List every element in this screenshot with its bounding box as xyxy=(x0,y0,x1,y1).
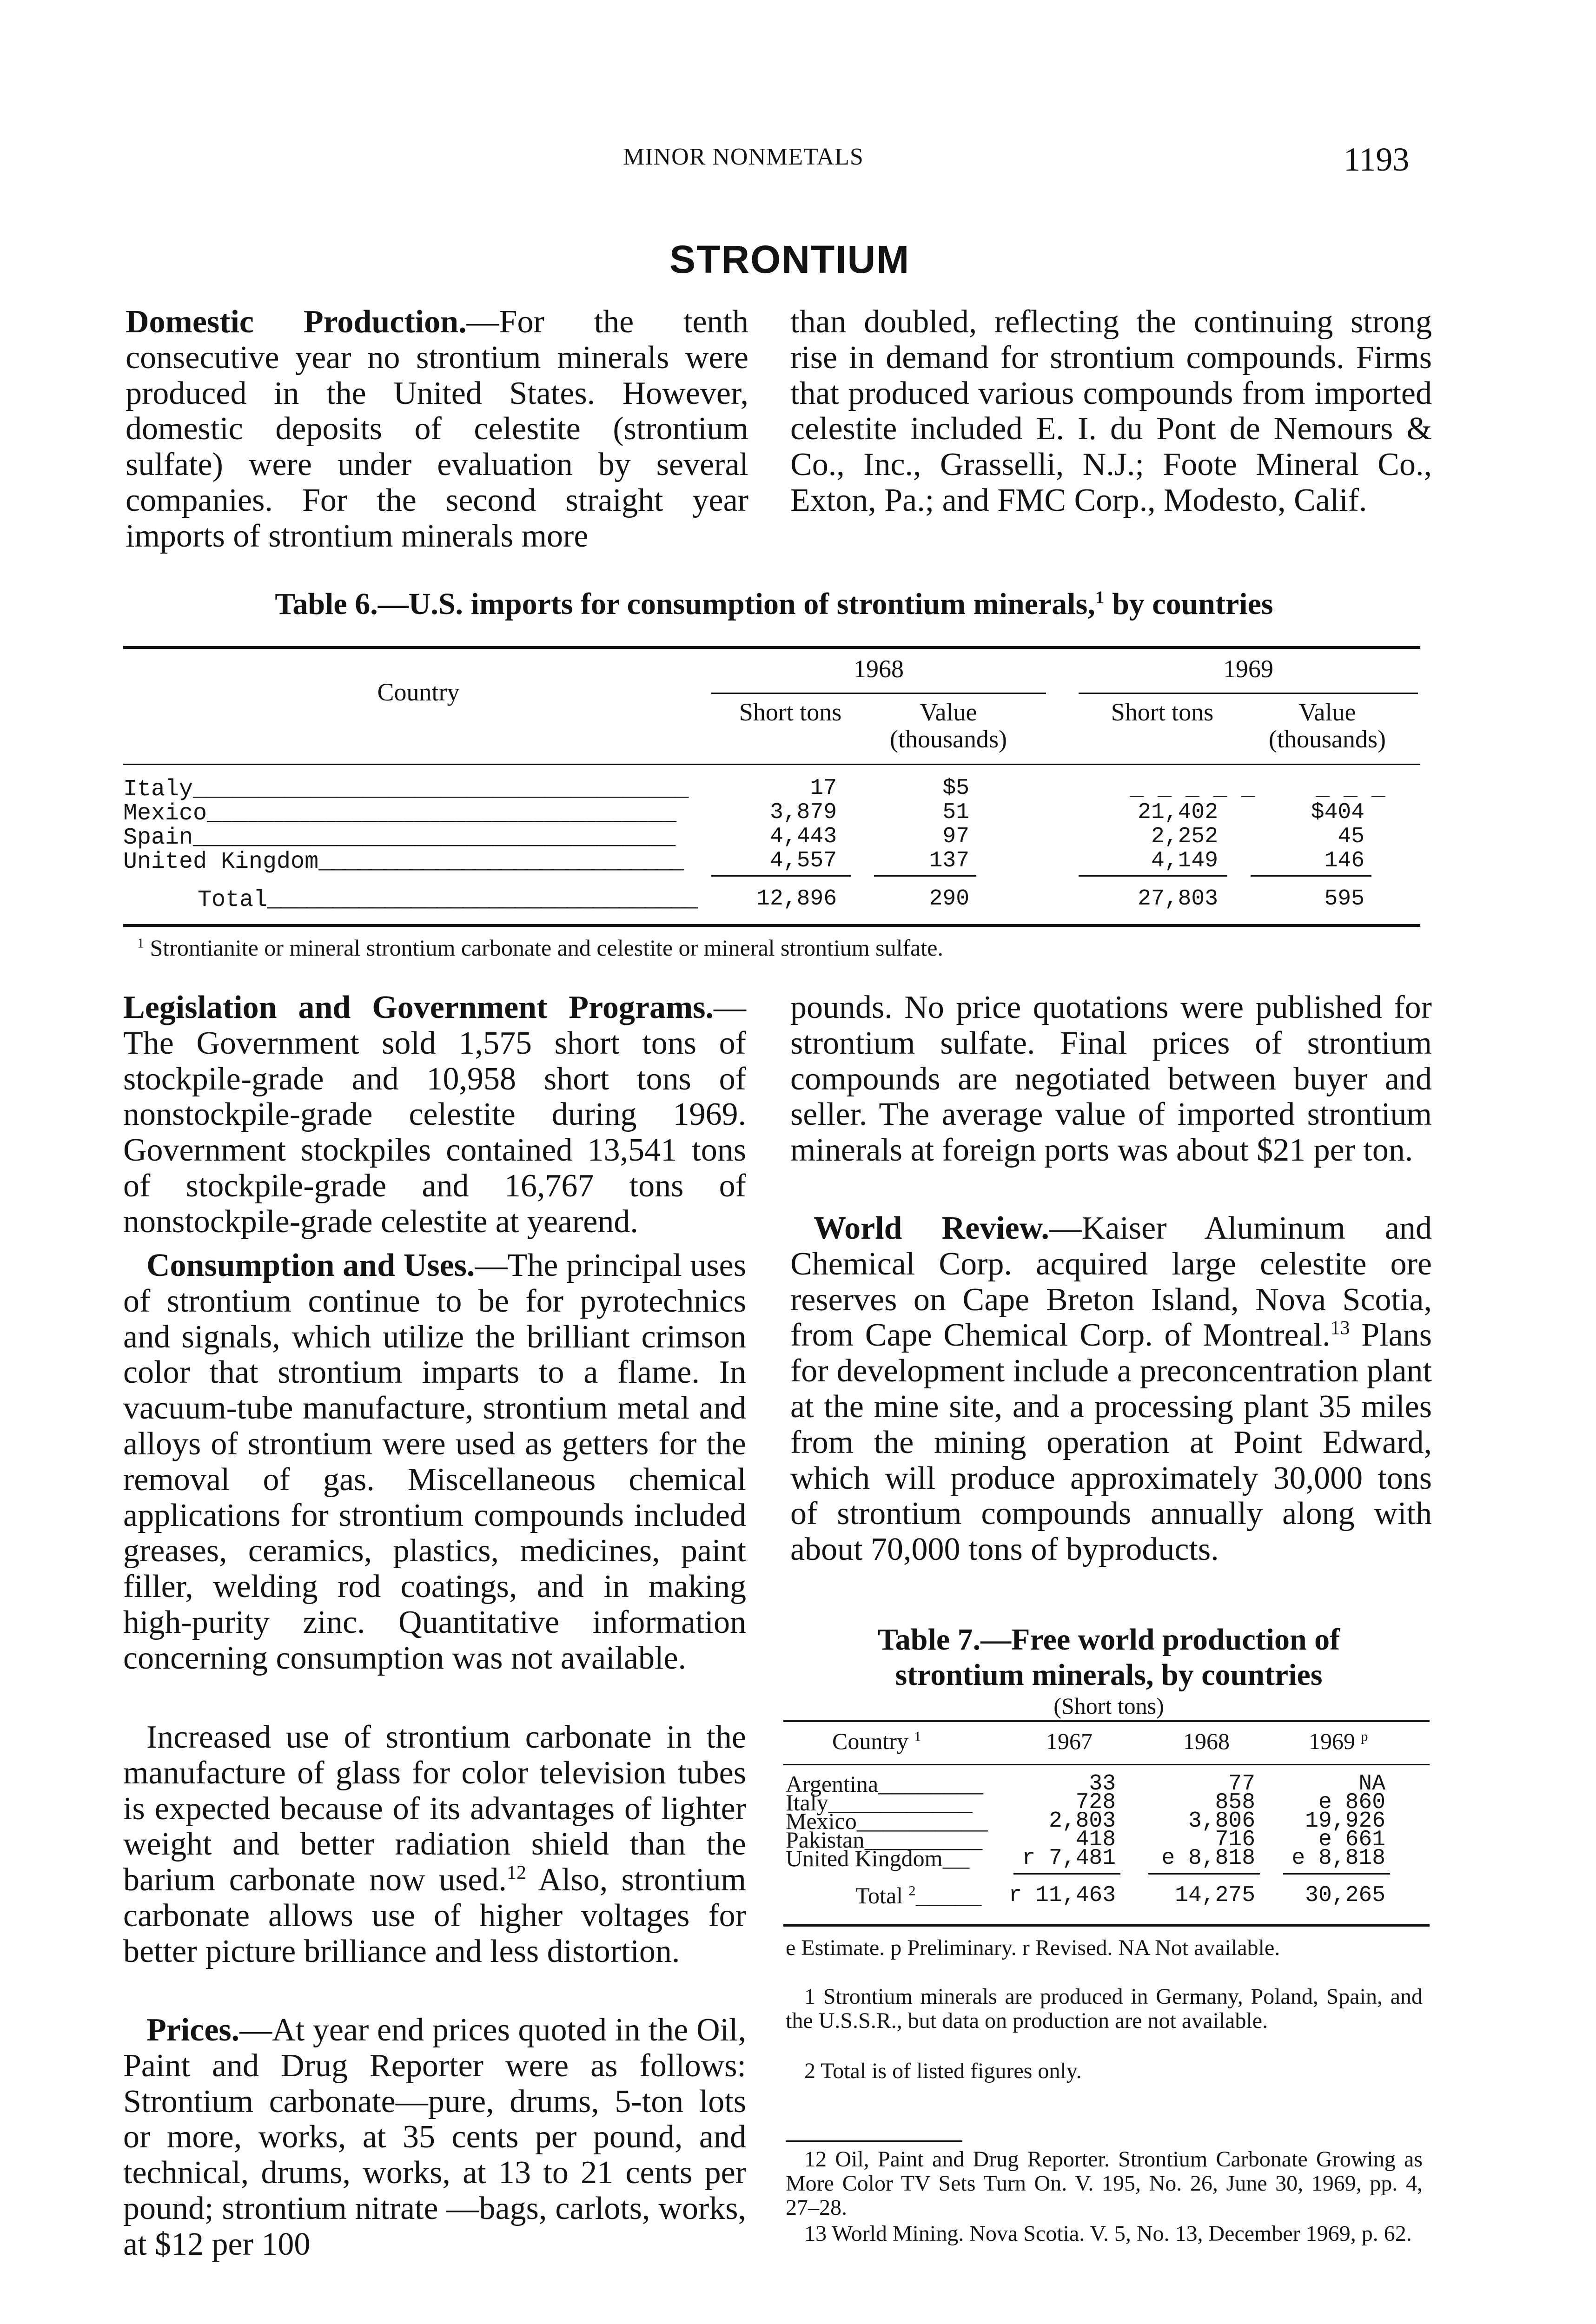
table6-value-1969: Value (thousands) xyxy=(1269,698,1386,753)
consumption-heading: Consumption and Uses. xyxy=(146,1248,475,1283)
table6-total-cell: 595 xyxy=(1324,886,1364,911)
table7-cell: 418 xyxy=(1075,1827,1116,1852)
domestic-production-heading: Domestic Production. xyxy=(126,304,467,340)
world-review-text-b: Plans for development include a preconcentration plant at the mine site, and a processing plant 35 miles from the mining operation at Point Edward, which will produce approximately 30,000 tons of strontium compounds annually along with about 70,000 tons of byproducts. xyxy=(790,1317,1432,1568)
table7-year-sup: p xyxy=(1361,1729,1368,1744)
prices-heading: Prices. xyxy=(146,2012,240,2048)
footnote-13: 13 World Mining. Nova Scotia. V. 5, No. 13, December 1969, p. 62. xyxy=(804,2221,1412,2246)
table6-row-country: Spain xyxy=(123,825,193,851)
table7-cell: 728 xyxy=(1075,1790,1116,1815)
table7-total-cell: 30,265 xyxy=(1305,1883,1385,1908)
table6-total-cell: 27,803 xyxy=(1138,886,1218,911)
table6-cell: 3,879 xyxy=(769,800,837,825)
table6-cell: $404 xyxy=(1311,800,1364,825)
table7-year-header xyxy=(1309,1728,1368,1754)
table7-bottom-rule xyxy=(783,1924,1430,1927)
table7-sum-rule xyxy=(1148,1873,1260,1875)
table7-cell: r 7,481 xyxy=(1022,1846,1116,1871)
table6-empty-cell: _ _ _ _ _ xyxy=(1130,775,1256,802)
table6-cell: 137 xyxy=(929,848,969,873)
footnote-separator xyxy=(786,2140,962,2142)
table7-cell: e 661 xyxy=(1318,1827,1385,1852)
table7-year-1969: 1969 xyxy=(1309,1728,1355,1754)
table6-short-tons-1969: Short tons xyxy=(1111,698,1214,726)
table7-country-sup: 1 xyxy=(914,1729,921,1744)
table7-cell: 858 xyxy=(1215,1790,1255,1815)
table6-cell: 146 xyxy=(1324,848,1364,873)
legislation-heading: Legislation and Government Programs. xyxy=(123,990,714,1025)
table6-country-header: Country xyxy=(377,678,460,706)
table6-empty-cell: _ _ _ xyxy=(1316,775,1386,802)
table7-total-cell: 14,275 xyxy=(1175,1883,1255,1908)
consumption-text: —The principal uses of strontium continue to be for pyrotechnics and signals, which utilize the brilliant crimson color that strontium imparts to a flame. In vacuum-tube manufacture, strontium metal and alloys of strontium were used as getters for the removal of gas. Miscellaneous chemical applications for strontium compounds included greases, ceramics, plastics, medicines, paint filler, welding rod coatings, and in making high-purity zinc. Quantitative information concerning consumption was not available. xyxy=(123,1248,746,1676)
running-head-title: MINOR NONMETALS xyxy=(623,144,864,170)
footnote-12: 12 Oil, Paint and Drug Reporter. Strontium Carbonate Growing as More Color TV Sets Turn On. V. 195, No. 26, June 30, 1969, pp. 4, 27–28. xyxy=(786,2147,1423,2220)
table6-footnote-mark: 1 xyxy=(137,935,144,951)
table6-cell: 51 xyxy=(942,800,969,825)
table7-total-sup: 2 xyxy=(908,1883,916,1899)
table7-country-name: Argentina xyxy=(786,1771,879,1797)
table6-cell: $5 xyxy=(942,776,969,801)
table7-footnote-2: 2 Total is of listed figures only. xyxy=(804,2059,1082,2083)
increased-text-b: Also, strontium carbonate allows use of higher voltages for better picture brilliance and less distortion. xyxy=(123,1862,746,1969)
table6-caption-tail: by countries xyxy=(1104,587,1273,621)
table7-year-header: 1967 xyxy=(1046,1728,1093,1754)
table7-total-label: Total xyxy=(855,1882,903,1908)
table6-caption-sup: 1 xyxy=(1095,587,1105,607)
table7-row-country: United Kingdom__ xyxy=(786,1845,969,1874)
table7-country-name: Italy xyxy=(786,1789,828,1816)
table7-sum-rule xyxy=(1013,1873,1120,1875)
table6-total-cell: 290 xyxy=(929,886,969,911)
table7-year-header: 1968 xyxy=(1183,1728,1230,1754)
prices-continued-paragraph: pounds. No price quotations were published for strontium sulfate. Final prices of strontium compounds are negotiated between buyer and seller. The average value of imported strontium minerals at foreign ports was about $21 per ton. xyxy=(790,990,1432,1169)
table6-cell: 17 xyxy=(810,776,837,801)
world-review-heading: World Review. xyxy=(814,1210,1049,1246)
table7-cell: e 8,818 xyxy=(1291,1846,1385,1871)
table7-country-name: Mexico xyxy=(786,1808,857,1834)
table6-row-country: Italy xyxy=(123,776,193,803)
table-row: Mexico____________________________________ xyxy=(123,800,676,827)
table7-sum-rule xyxy=(1283,1873,1390,1875)
table6-total-label: Total xyxy=(198,887,268,913)
footnote-ref-13: 13 xyxy=(1330,1318,1350,1340)
table7-total-row: Total $^2$_____ xyxy=(855,1882,981,1911)
table6-short-tons-1968: Short tons xyxy=(739,698,842,726)
table-row: Italy______________________________________ xyxy=(123,776,688,803)
table7-country-header-text: Country xyxy=(832,1728,908,1754)
table-row: Spain_____________________________________ xyxy=(123,825,675,851)
table6-total-cell: 12,896 xyxy=(756,886,837,911)
table7-total-cell: r 11,463 xyxy=(1008,1883,1116,1908)
intro-right-paragraph: than doubled, reflecting the continuing strong rise in demand for strontium compounds. Firms that produced various compounds from imported celestite included E. I. du Pont de Nemours & Co., Inc., Grasselli, N.J.; Foote Mineral Co., Exton, Pa.; and FMC Corp., Modesto, Calif. xyxy=(790,304,1432,518)
table7-cell: 77 xyxy=(1228,1771,1255,1796)
table6-total-row: Total_________________________________ xyxy=(198,887,697,913)
intro-left-text: —For the tenth consecutive year no strontium minerals were produced in the United States. However, domestic deposits of celestite (strontium sulfate) were under evaluation by several companies. For the second straight year imports of strontium minerals more xyxy=(126,304,748,554)
table7-top-rule xyxy=(783,1720,1430,1722)
table6-value-1968: Value (thousands) xyxy=(890,698,1007,753)
table7-footnote-1: 1 Strontium minerals are produced in Germany, Poland, Spain, and the U.S.S.R., but data on production are not available. xyxy=(786,1984,1423,2033)
table7-cell: 19,926 xyxy=(1305,1809,1385,1834)
table7-header-rule xyxy=(783,1764,1430,1765)
table7-row-country: Argentina________ xyxy=(786,1771,983,1799)
table7-country-name: United Kingdom xyxy=(786,1845,943,1871)
table7-caption-line2: strontium minerals, by countries xyxy=(895,1658,1323,1692)
table7-cell: 3,806 xyxy=(1188,1809,1255,1834)
table7-row-country: Italy___________ xyxy=(786,1789,972,1818)
table6-cell: 21,402 xyxy=(1138,800,1218,825)
table6-footnote-text: Strontianite or mineral strontium carbonate and celestite or mineral strontium sulfate. xyxy=(150,935,943,961)
table7-cell: 2,803 xyxy=(1048,1809,1116,1834)
section-title: STRONTIUM xyxy=(669,238,910,281)
table7-cell: 716 xyxy=(1215,1827,1255,1852)
table7-cell: 33 xyxy=(1089,1771,1116,1796)
table7-country-header xyxy=(832,1728,921,1754)
table6-cell: 4,149 xyxy=(1151,848,1218,873)
table7-cell: e 860 xyxy=(1318,1790,1385,1815)
prices-text: —At year end prices quoted in the Oil, Paint and Drug Reporter were as follows: Strontium carbonate—pure, drums, 5-ton lots or more, works, at 35 cents per pound, and technical, drums, works, at 13 to 21 cents per pound; strontium nitrate —bags, carlots, works, at $12 per 100 xyxy=(123,2012,746,2262)
table6-cell: 97 xyxy=(942,824,969,849)
page-number: 1193 xyxy=(1344,141,1410,178)
table6-cell: 4,557 xyxy=(769,848,837,873)
table6-row-country: United Kingdom xyxy=(123,849,319,875)
footnote-ref-12: 12 xyxy=(506,1862,526,1884)
table7-cell: NA xyxy=(1358,1771,1385,1796)
table6-year-1969: 1969 xyxy=(1223,655,1273,683)
table7-row-country: Mexico__________ xyxy=(786,1808,987,1836)
table7-cell: e 8,818 xyxy=(1161,1846,1255,1871)
table7-row-country: Pakistan_________ xyxy=(786,1827,982,1855)
table6-row-country: Mexico xyxy=(123,800,207,827)
table-row: United Kingdom____________________________ xyxy=(123,849,683,875)
increased-text-a: Increased use of strontium carbonate in the manufacture of glass for color television tubes is expected because of its advantages of lighter weight and better radiation shield than the barium carbonate now used. xyxy=(123,1719,746,1898)
table6-caption-text: Table 6.—U.S. imports for consumption of strontium minerals, xyxy=(275,587,1095,621)
table6-cell: 4,443 xyxy=(769,824,837,849)
world-review-text-a: —Kaiser Aluminum and Chemical Corp. acquired large celestite ore reserves on Cape Breton Island, Nova Scotia, from Cape Chemical Corp. of Montreal. xyxy=(790,1210,1432,1353)
table7-legend: e Estimate. p Preliminary. r Revised. NA Not available. xyxy=(786,1935,1280,1960)
table7-country-name: Pakistan xyxy=(786,1827,865,1853)
table6-cell: 2,252 xyxy=(1151,824,1218,849)
table6-year-1968: 1968 xyxy=(854,655,904,683)
table6-cell: 45 xyxy=(1338,824,1364,849)
legislation-text: —The Government sold 1,575 short tons of stockpile-grade and 10,958 short tons of nonstockpile-grade celestite during 1969. Government stockpiles contained 13,541 tons of stockpile-grade and 16,767 tons of nonstockpile-grade celestite at yearend. xyxy=(123,990,746,1240)
table7-caption-line1: Table 7.—Free world production of xyxy=(877,1623,1340,1657)
table7-units: (Short tons) xyxy=(1053,1693,1164,1719)
